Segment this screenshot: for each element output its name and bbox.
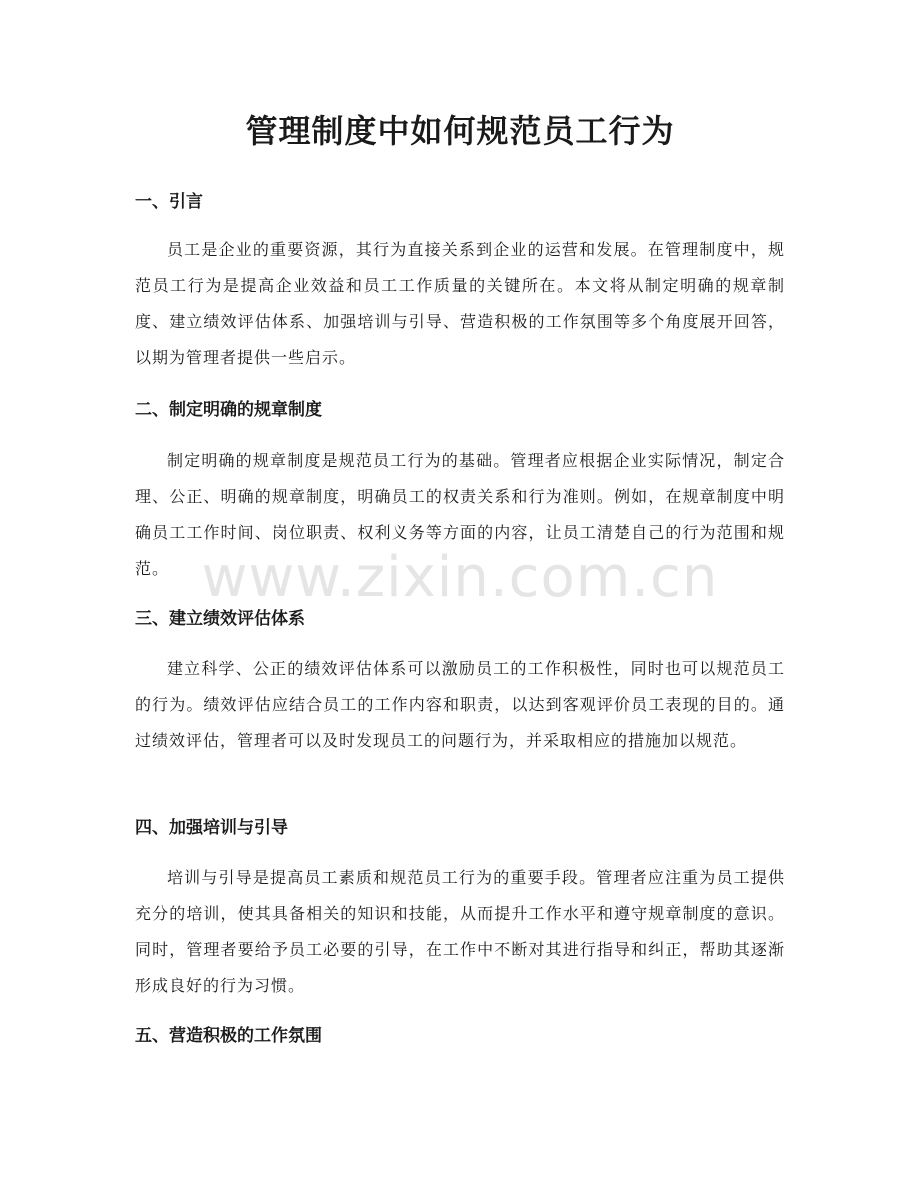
section-body-performance: 建立科学、公正的绩效评估体系可以激励员工的工作积极性，同时也可以规范员工的行为。绩效评估应结合员工的工作内容和职责，以达到客观评价员工表现的目的。通过绩效评估，管理者可以及时发现员工的问题行为，并采取相应的措施加以规范。	[135, 659, 785, 750]
section-body-intro: 员工是企业的重要资源，其行为直接关系到企业的运营和发展。在管理制度中，规范员工行为是提高企业效益和员工工作质量的关键所在。本文将从制定明确的规章制度、建立绩效评估体系、加强培训与引导、营造积极的工作氛围等多个角度展开回答，以期为管理者提供一些启示。	[135, 240, 785, 367]
section-heading-intro: 一、引言	[135, 192, 203, 212]
section-body-rules: 制定明确的规章制度是规范员工行为的基础。管理者应根据企业实际情况，制定合理、公正、明确的规章制度，明确员工的权责关系和行为准则。例如，在规章制度中明确员工工作时间、岗位职责、权利义务等方面的内容，让员工清楚自己的行为范围和规范。	[135, 451, 785, 578]
section-heading-atmosphere: 五、营造积极的工作氛围	[135, 1026, 322, 1046]
watermark-text: www.zixin.com.cn	[201, 545, 719, 610]
document-title: 管理制度中如何规范员工行为	[245, 112, 675, 150]
section-heading-performance: 三、建立绩效评估体系	[135, 609, 305, 629]
section-heading-training: 四、加强培训与引导	[135, 818, 288, 838]
section-body-training: 培训与引导是提高员工素质和规范员工行为的重要手段。管理者应注重为员工提供充分的培训，使其具备相关的知识和技能，从而提升工作水平和遵守规章制度的意识。同时，管理者要给予员工必要的引导，在工作中不断对其进行指导和纠正，帮助其逐渐形成良好的行为习惯。	[135, 868, 785, 995]
section-heading-rules: 二、制定明确的规章制度	[135, 400, 322, 420]
